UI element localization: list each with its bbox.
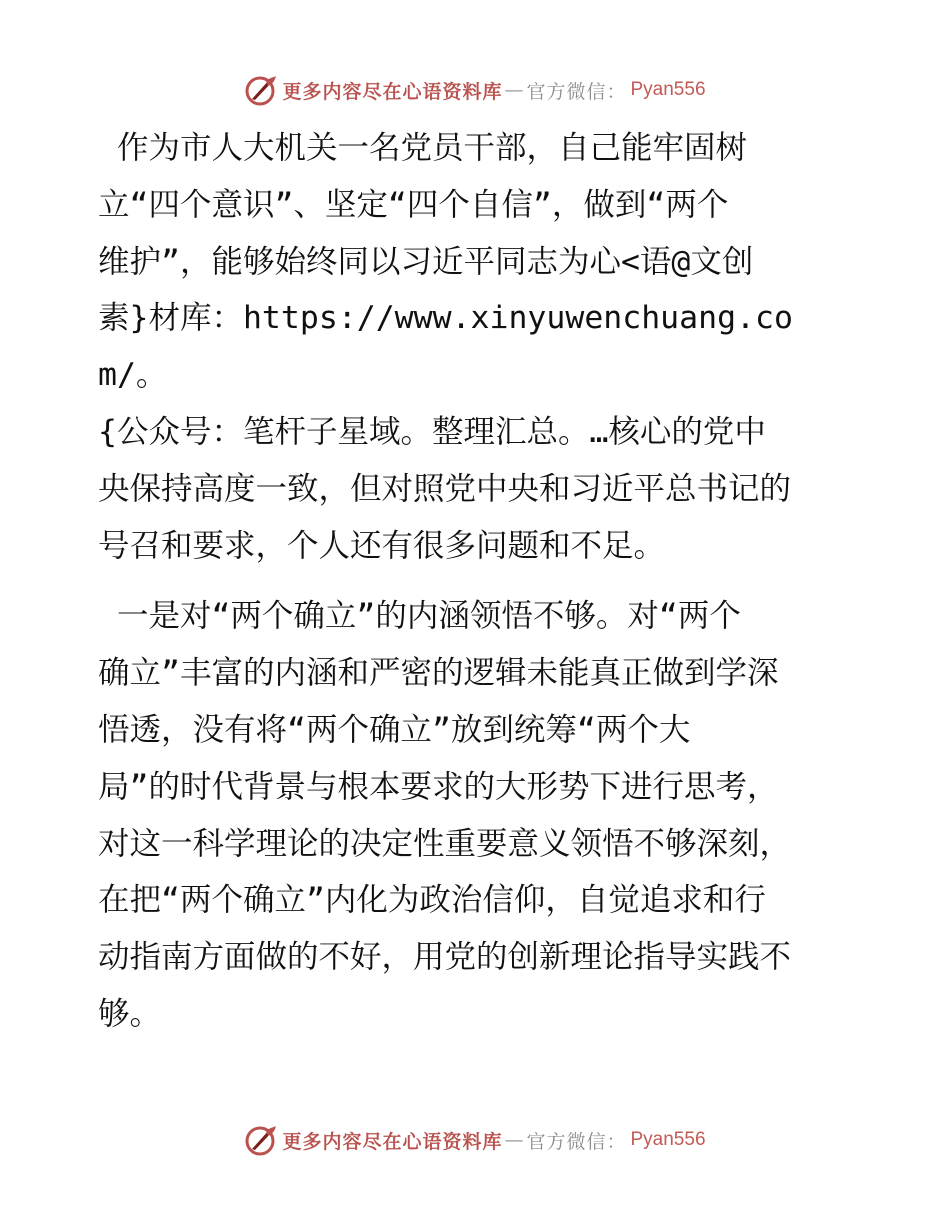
header-dash: — bbox=[504, 79, 525, 101]
footer-dash: — bbox=[504, 1129, 525, 1151]
paragraph-2: 一是对“两个确立”的内涵领悟不够。对“两个 确立”丰富的内涵和严密的逻辑未能真正做到学深 悟透，没有将“两个确立”放到统筹“两个大 局”的时代背景与根本要求的大形势下进行思考， 对这一科学理论的决定性重要意义领悟不够深刻， 在把“两个确立”内化为政治信仰，自觉追求和行 动指南方面做的不好，用党的创新理论指导实践不 够。 bbox=[98, 598, 792, 1032]
header-wechat-label: 官方微信： bbox=[526, 80, 627, 103]
document-body bbox=[98, 120, 858, 1043]
quill-logo-icon bbox=[244, 73, 278, 107]
page-footer-watermark bbox=[0, 1120, 950, 1160]
page-header-watermark bbox=[0, 70, 950, 110]
footer-brand-text: 更多内容尽在心语资料库 bbox=[282, 1130, 503, 1153]
header-wechat-id: Pyan556 bbox=[630, 79, 706, 100]
header-brand-text: 更多内容尽在心语资料库 bbox=[282, 80, 503, 103]
footer-wechat-label: 官方微信： bbox=[526, 1130, 627, 1153]
footer-wechat-id: Pyan556 bbox=[630, 1129, 706, 1150]
quill-logo-icon bbox=[244, 1123, 278, 1157]
paragraph-1: 作为市人大机关一名党员干部，自己能牢固树 立“四个意识”、坚定“四个自信”，做到“两个 维护”，能够始终同以习近平同志为心<语@文创 素}材库：https://www.xinyuwenchuang.com/。 {公众号：笔杆子星域。整理汇总。…核心的党中 央保持高度一致，但对照党中央和习近平总书记的 号召和要求，个人还有很多问题和不足。 bbox=[98, 130, 793, 564]
